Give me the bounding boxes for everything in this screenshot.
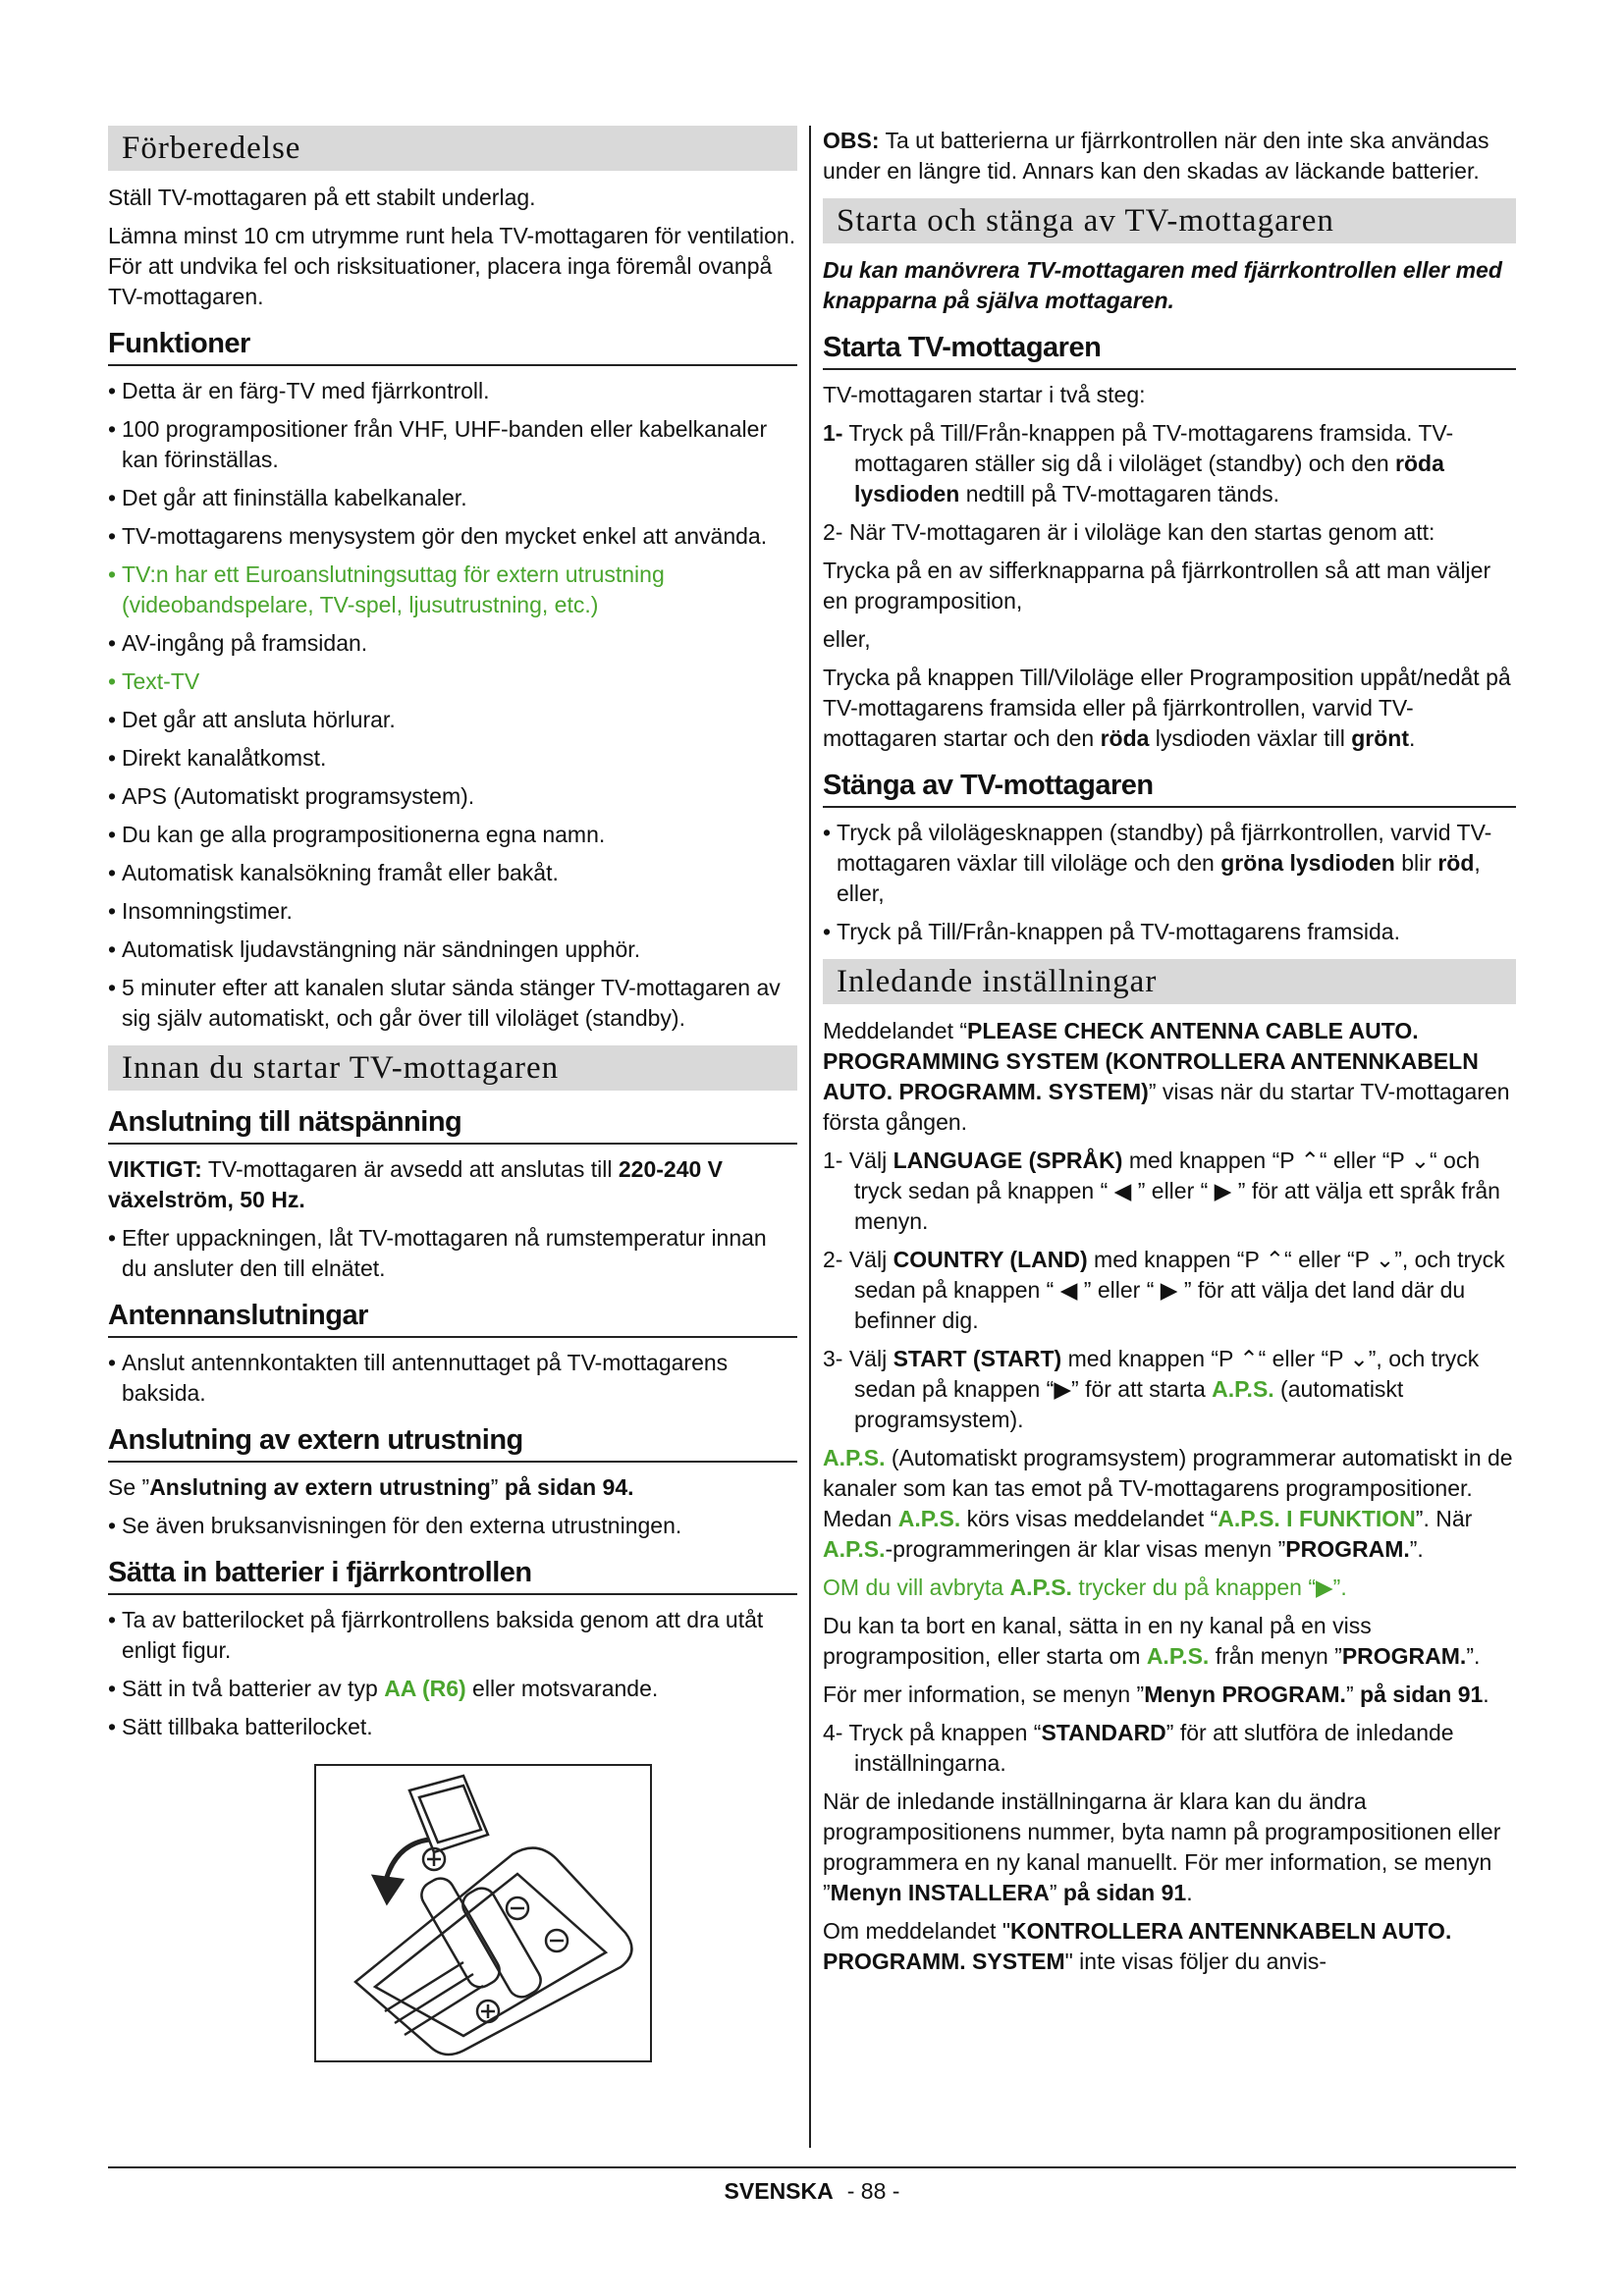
klar-e: .: [1186, 1880, 1193, 1905]
tabort-c: från menyn ”: [1209, 1643, 1342, 1669]
aps1-j: ”.: [1409, 1536, 1424, 1562]
list-item: • AV-ingång på framsidan.: [108, 628, 797, 659]
info-b: Menyn PROGRAM.: [1144, 1682, 1346, 1707]
s1-c: med knappen “P ⌃“ eller “P ⌄“ och tryck sedan på knappen “ ◀ ” eller “ ▶ ” för att välja ett språk från menyn.: [854, 1148, 1500, 1234]
info-d: på sidan 91: [1360, 1682, 1484, 1707]
s4-b: STANDARD: [1041, 1720, 1166, 1745]
batteri-type: AA (R6): [384, 1676, 466, 1701]
avbryt-c: trycker du på knappen “▶”.: [1071, 1575, 1347, 1600]
om-c: " inte visas följer du anvis-: [1064, 1949, 1327, 1974]
msg-a: Meddelandet “: [823, 1018, 968, 1043]
features-list: [108, 376, 797, 1034]
msg-b: PLEASE CHECK ANTENNA CABLE AUTO. PROGRAMMING SYSTEM (KONTROLLERA ANTENNKABELN AUTO. PROGRAMM. SYSTEM): [823, 1018, 1479, 1104]
obs-text: [823, 126, 1516, 187]
remote-battery-figure: [314, 1764, 652, 2062]
list-item: • Automatisk ljudavstängning när sändningen upphör.: [108, 934, 797, 965]
list-item: • Efter uppackningen, låt TV-mottagaren nå rumstemperatur innan du ansluter den till elnätet.: [108, 1223, 797, 1284]
s3-b: START (START): [893, 1346, 1062, 1371]
aps1-d: körs visas meddelandet “: [960, 1506, 1218, 1531]
section-title-inledande: Inledande inställningar: [823, 959, 1516, 1004]
stanga1-a: Tryck på vilolägesknappen (standby) på fjärrkontrollen, varvid TV-mottagaren växlar till viloläge och den: [837, 820, 1492, 876]
tabort-text: [823, 1611, 1516, 1672]
s3-num: 3-: [823, 1346, 843, 1371]
list-item: • APS (Automatiskt programsystem).: [108, 781, 797, 812]
heading-extern: Anslutning av extern utrustning: [108, 1424, 797, 1463]
viktigt-text: [108, 1154, 797, 1215]
intro-text: Du kan manövrera TV-mottagaren med fjärrkontrollen eller med knapparna på själva mottagaren.: [823, 257, 1502, 313]
s4-num: 4-: [823, 1720, 843, 1745]
s3-d: A.P.S.: [1212, 1376, 1274, 1402]
prep-text-1: Ställ TV-mottagaren på ett stabilt underlag.: [108, 185, 536, 210]
aps1-b: (Automatiskt programsystem) programmerar automatiskt in de kanaler som kan tas emot på TV-mottagarens programpositioner. Medan: [823, 1445, 1513, 1531]
extern-text-c: ”: [490, 1474, 505, 1500]
extern-text-b: Anslutning av extern utrustning: [149, 1474, 491, 1500]
avbryt-text: [823, 1573, 1516, 1603]
viktigt-label: VIKTIGT:: [108, 1156, 202, 1182]
heading-batteri: Sätta in batterier i fjärrkontrollen: [108, 1557, 797, 1595]
setup-step-3: [823, 1344, 1516, 1435]
batteri2-a: Sätt in två batterier av typ: [122, 1676, 385, 1701]
list-item: • TV:n har ett Euroanslutningsuttag för extern utrustning (videobandspelare, TV-spel, ljusutrustning, etc.): [108, 560, 797, 620]
viktigt-body: TV-mottagaren är avsedd att anslutas till: [201, 1156, 619, 1182]
list-item: • Direkt kanalåtkomst.: [108, 743, 797, 774]
aps1-a: A.P.S.: [823, 1445, 886, 1470]
natspanning-list: [108, 1223, 797, 1284]
tabort-a: Du kan ta bort en kanal, sätta in en ny kanal på en viss programposition, eller starta om: [823, 1613, 1372, 1669]
stanga1-c: blir: [1394, 850, 1438, 876]
aps1-e: A.P.S. I FUNKTION: [1218, 1506, 1416, 1531]
s2-b: COUNTRY (LAND): [893, 1247, 1088, 1272]
step2-eller: eller,: [823, 626, 871, 652]
obs-body: Ta ut batterierna ur fjärrkontrollen när den inte ska användas under en längre tid. Annars kan den skadas av läckande batterier.: [823, 128, 1489, 184]
page-footer: [0, 2178, 1624, 2205]
step2-p1: Trycka på en av sifferknapparna på fjärrkontrollen så att man väljer en programposition,: [823, 558, 1491, 614]
msg-c: ” visas när du startar TV-mottagaren första gången.: [823, 1079, 1510, 1135]
avbryt-a: OM du vill avbryta: [823, 1575, 1010, 1600]
stanga1-e: , eller,: [837, 850, 1481, 906]
s2-a: Välj: [842, 1247, 893, 1272]
s3-c: med knappen “P ⌃“ eller “P ⌄”, och tryck sedan på knappen “▶” för att starta: [854, 1346, 1480, 1402]
list-item: [108, 1674, 797, 1704]
aps-text: [823, 1443, 1516, 1565]
section-title-starta-stanga: Starta och stänga av TV-mottagaren: [823, 198, 1516, 243]
aps1-i: PROGRAM.: [1285, 1536, 1410, 1562]
section-title-forberedelse: Förberedelse: [108, 126, 797, 171]
info-c: ”: [1345, 1682, 1361, 1707]
antenn-list: [108, 1348, 797, 1409]
s1-b: LANGUAGE (SPRÅK): [893, 1148, 1123, 1173]
step2-p2-d: grönt: [1351, 725, 1409, 751]
info-e: .: [1483, 1682, 1489, 1707]
setup-step-4: [823, 1718, 1516, 1779]
list-item: • Anslut antennkontakten till antennuttaget på TV-mottagarens baksida.: [108, 1348, 797, 1409]
aps1-h: -programmeringen är klar visas menyn ”: [885, 1536, 1286, 1562]
extern-list: [108, 1511, 797, 1541]
s3-e: (automatiskt programsystem).: [854, 1376, 1404, 1432]
step2-p2: [823, 663, 1516, 754]
list-item: • Insomningstimer.: [108, 896, 797, 927]
remote-battery-icon: [316, 1766, 650, 2060]
aps1-f: ”. När: [1415, 1506, 1473, 1531]
heading-starta: Starta TV-mottagaren: [823, 332, 1516, 370]
klar-c: ”: [1049, 1880, 1063, 1905]
list-item: [823, 818, 1516, 909]
s3-a: Välj: [842, 1346, 893, 1371]
s4-a: Tryck på knappen “: [842, 1720, 1042, 1745]
heading-natspanning: Anslutning till nätspänning: [108, 1106, 797, 1145]
viktigt-volt: 220-240 V växelström, 50 Hz.: [108, 1156, 724, 1212]
batteri2-c: eller motsvarande.: [465, 1676, 659, 1701]
tabort-d: PROGRAM.: [1341, 1643, 1467, 1669]
step1-num: 1-: [823, 420, 843, 446]
s4-c: ” för att slutföra de inledande inställningarna.: [854, 1720, 1454, 1776]
msg-text: [823, 1016, 1516, 1138]
setup-step-1: [823, 1146, 1516, 1237]
step2-p2-c: lysdioden växlar till: [1149, 725, 1352, 751]
om-text: [823, 1916, 1516, 1977]
step2-p2-a: Trycka på knappen Till/Viloläge eller Programposition uppåt/nedåt på TV-mottagarens framsida eller på fjärrkontrollen, varvid TV-mottagaren startar och den: [823, 665, 1511, 751]
klar-d: på sidan 91: [1062, 1880, 1187, 1905]
section-title-innan: Innan du startar TV-mottagaren: [108, 1045, 797, 1091]
step2-p2-b: röda: [1100, 725, 1150, 751]
s2-num: 2-: [823, 1247, 843, 1272]
om-b: KONTROLLERA ANTENNKABELN AUTO. PROGRAMM. SYSTEM: [823, 1918, 1452, 1974]
info-a: För mer information, se menyn ”: [823, 1682, 1145, 1707]
setup-step-2: [823, 1245, 1516, 1336]
step-2: 2- När TV-mottagaren är i viloläge kan den startas genom att:: [823, 519, 1435, 545]
stanga1-b: gröna lysdioden: [1220, 850, 1395, 876]
klar-b: Menyn INSTALLERA: [830, 1880, 1050, 1905]
starta-text: TV-mottagaren startar i två steg:: [823, 382, 1146, 407]
list-item: • 100 programpositioner från VHF, UHF-banden eller kabelkanaler kan förinställas.: [108, 414, 797, 475]
extern-text-a: Se ”: [108, 1474, 150, 1500]
aps1-g: A.P.S.: [823, 1536, 886, 1562]
left-column: [108, 126, 797, 2062]
heading-funktioner: Funktioner: [108, 328, 797, 366]
list-item: • Tryck på Till/Från-knappen på TV-mottagarens framsida.: [823, 917, 1516, 947]
list-item: • Det går att fininställa kabelkanaler.: [108, 483, 797, 513]
info-text: [823, 1680, 1516, 1710]
column-divider: [809, 126, 811, 2148]
klar-a: När de inledande inställningarna är klara kan du ändra programpositionens nummer, byta namn på programpositionen eller programmera en ny kanal manuellt. För mer information, se menyn ”: [823, 1789, 1501, 1905]
step2-p2-e: .: [1408, 725, 1416, 751]
aps1-c: A.P.S.: [897, 1506, 961, 1531]
s2-c: med knappen “P ⌃“ eller “P ⌄”, och tryck sedan på knappen “ ◀ ” eller “ ▶ ” för att välja det land där du befinner dig.: [854, 1247, 1505, 1333]
step1-b: röda lysdioden: [854, 451, 1444, 507]
list-item: • Sätt tillbaka batterilocket.: [108, 1712, 797, 1742]
footer-language: SVENSKA: [724, 2178, 834, 2204]
extern-text-d: på sidan 94.: [504, 1474, 634, 1500]
list-item: • Du kan ge alla programpositionerna egna namn.: [108, 820, 797, 850]
list-item: • Det går att ansluta hörlurar.: [108, 705, 797, 735]
step1-c: nedtill på TV-mottagaren tänds.: [959, 481, 1279, 507]
avbryt-b: A.P.S.: [1009, 1575, 1072, 1600]
list-item: • Detta är en färg-TV med fjärrkontroll.: [108, 376, 797, 406]
klar-text: [823, 1787, 1516, 1908]
footer-rule: [108, 2166, 1516, 2168]
list-item: • Se även bruksanvisningen för den externa utrustningen.: [108, 1511, 797, 1541]
s1-a: Välj: [842, 1148, 893, 1173]
heading-antenn: Antennanslutningar: [108, 1300, 797, 1338]
stanga-list: [823, 818, 1516, 947]
heading-stanga: Stänga av TV-mottagaren: [823, 770, 1516, 808]
page-number: - 88 -: [846, 2178, 900, 2204]
list-item: • Ta av batterilocket på fjärrkontrollens baksida genom att dra utåt enligt figur.: [108, 1605, 797, 1666]
om-a: Om meddelandet ": [823, 1918, 1010, 1944]
step-1: [823, 418, 1516, 509]
stanga1-d: röd: [1437, 850, 1475, 876]
list-item: • Text-TV: [108, 667, 797, 697]
extern-text: [108, 1472, 797, 1503]
prep-text-2: Lämna minst 10 cm utrymme runt hela TV-mottagaren för ventilation. För att undvika fel och risksituationer, placera inga föremål ovanpå TV-mottagaren.: [108, 223, 796, 309]
obs-label: OBS:: [823, 128, 880, 153]
tabort-b: A.P.S.: [1146, 1643, 1210, 1669]
batteri-list: [108, 1605, 797, 1742]
step1-a: Tryck på Till/Från-knappen på TV-mottagarens framsida. TV-mottagaren ställer sig då i viloläget (standby) och den: [842, 420, 1454, 476]
tabort-e: ”.: [1466, 1643, 1481, 1669]
list-item: • TV-mottagarens menysystem gör den mycket enkel att använda.: [108, 521, 797, 552]
list-item: • 5 minuter efter att kanalen slutar sända stänger TV-mottagaren av sig själv automatiskt, och går över till viloläget (standby).: [108, 973, 797, 1034]
right-column: [823, 126, 1516, 1985]
list-item: • Automatisk kanalsökning framåt eller bakåt.: [108, 858, 797, 888]
s1-num: 1-: [823, 1148, 843, 1173]
